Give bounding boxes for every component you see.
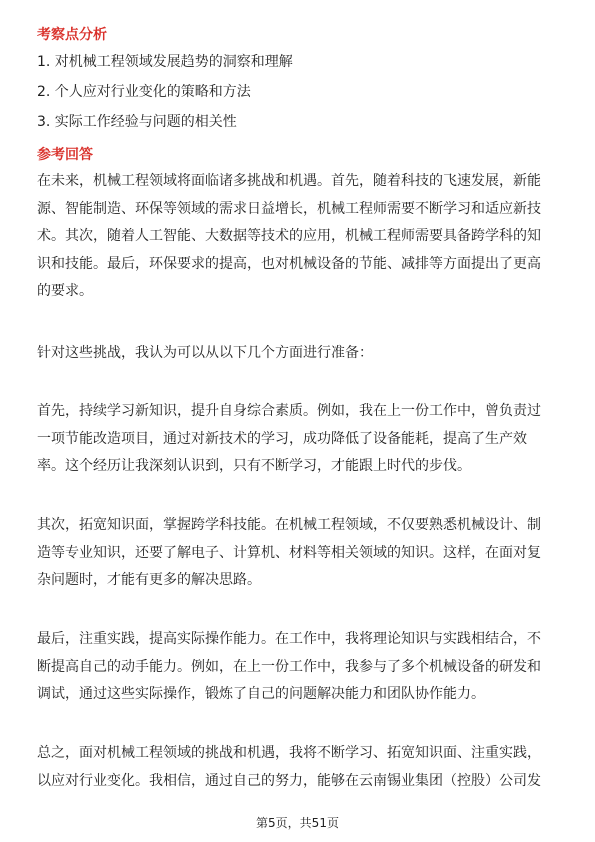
paragraph-line: 以应对行业变化。我相信，通过自己的努力，能够在云南锡业集团（控股）公司发	[37, 772, 541, 789]
paragraph-line: 杂问题时，才能有更多的解决思路。	[37, 572, 261, 588]
answer-paragraph-3	[37, 398, 559, 481]
reference-heading: 参考回答	[37, 147, 93, 163]
paragraph-line: 的要求。	[37, 283, 93, 299]
answer-paragraph-1	[37, 168, 559, 306]
paragraph-line: 首先，持续学习新知识，提升自身综合素质。例如，我在上一份工作中，曾负责过	[37, 403, 541, 419]
page-number-footer: 第5页，共51页	[256, 816, 339, 830]
paragraph-line: 针对这些挑战，我认为可以从以下几个方面进行准备：	[37, 345, 373, 361]
answer-paragraph-5	[37, 626, 559, 709]
answer-paragraph-6	[37, 740, 559, 795]
paragraph-line: 总之，面对机械工程领域的挑战和机遇，我将不断学习、拓宽知识面、注重实践，	[37, 745, 541, 761]
paragraph-line: 源、智能制造、环保等领域的需求日益增长，机械工程师需要不断学习和适应新技	[37, 200, 541, 217]
paragraph-line: 最后，注重实践，提高实际操作能力。在工作中，我将理论知识与实践相结合，不	[37, 631, 541, 647]
analysis-item-1: 1. 对机械工程领域发展趋势的洞察和理解	[37, 54, 293, 70]
paragraph-line: 其次，拓宽知识面，掌握跨学科技能。在机械工程领域，不仅要熟悉机械设计、制	[37, 517, 541, 533]
paragraph-line: 造等专业知识，还要了解电子、计算机、材料等相关领域的知识。这样，在面对复	[37, 544, 541, 561]
paragraph-line: 断提高自己的动手能力。例如，在上一份工作中，我参与了多个机械设备的研发和	[37, 658, 541, 675]
paragraph-line: 一项节能改造项目，通过对新技术的学习，成功降低了设备能耗，提高了生产效	[37, 430, 527, 447]
analysis-heading: 考察点分析	[37, 27, 107, 43]
paragraph-line: 调试，通过这些实际操作，锻炼了自己的问题解决能力和团队协作能力。	[37, 686, 485, 702]
analysis-item-3: 3. 实际工作经验与问题的相关性	[37, 114, 237, 130]
paragraph-line: 识和技能。最后，环保要求的提高，也对机械设备的节能、减排等方面提出了更高	[37, 255, 541, 272]
paragraph-line: 率。这个经历让我深刻认识到，只有不断学习，才能跟上时代的步伐。	[37, 458, 471, 474]
answer-paragraph-4	[37, 512, 559, 595]
paragraph-line: 术。其次，随着人工智能、大数据等技术的应用，机械工程师需要具备跨学科的知	[37, 228, 541, 244]
analysis-item-2: 2. 个人应对行业变化的策略和方法	[37, 84, 251, 100]
paragraph-line: 在未来，机械工程领域将面临诸多挑战和机遇。首先，随着科技的飞速发展，新能	[37, 173, 541, 189]
answer-paragraph-2	[37, 340, 559, 368]
